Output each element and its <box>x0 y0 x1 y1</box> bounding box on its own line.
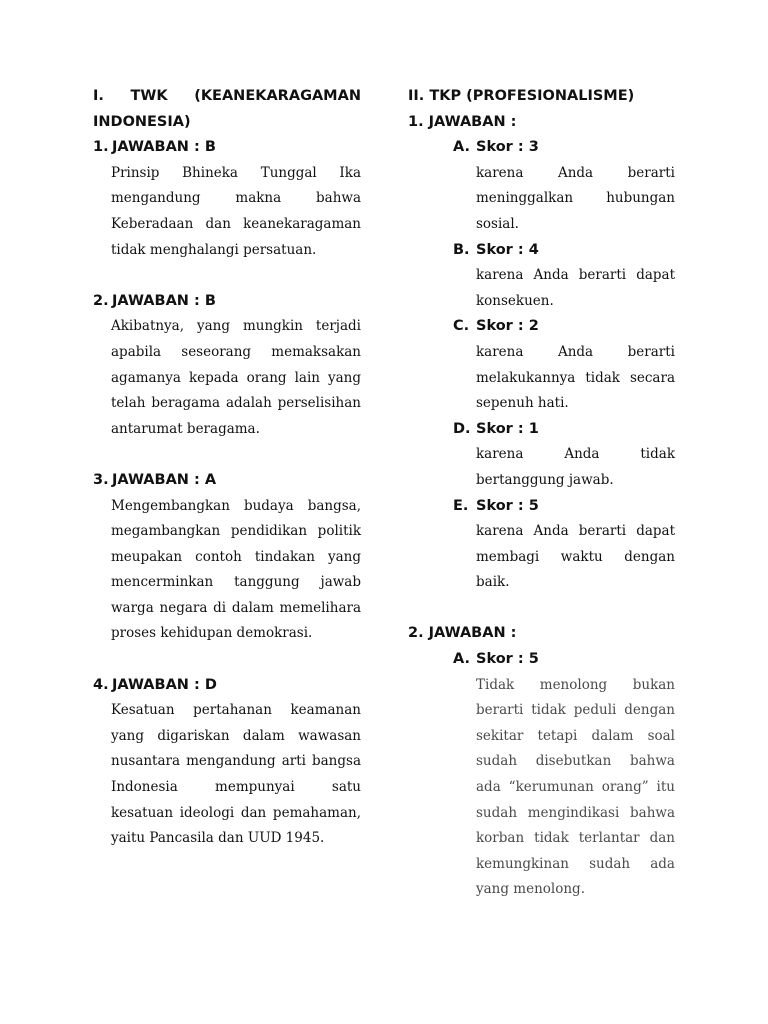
question-4 <box>93 673 361 852</box>
heading-roman: I. <box>93 88 104 104</box>
option-score: Skor : 4 <box>476 241 539 258</box>
answer-text: Kesatuan pertahanan keamanan yang digariskan dalam wawasan nusantara mengandung arti bangsa Indonesia mempunyai satu kesatuan ideologi dan pemahaman, yaitu Pancasila dan UUD 1945. <box>111 702 361 847</box>
question-number: 4. <box>93 676 109 693</box>
question-number: 2. <box>93 292 109 309</box>
answer-label: JAWABAN : B <box>112 292 216 309</box>
heading-word-3: INDONESIA) <box>93 113 191 130</box>
section-heading-twk <box>93 84 361 110</box>
question-number: 3. <box>93 471 109 488</box>
option-a <box>408 135 675 237</box>
question-3 <box>93 468 361 647</box>
option-e <box>408 494 675 596</box>
answer-label: JAWABAN : D <box>112 676 217 693</box>
heading-word-1: TWK <box>130 88 168 104</box>
option-letter: B. <box>453 241 470 258</box>
option-score: Skor : 5 <box>476 651 539 668</box>
option-text: Tidak menolong bukan berarti tidak peduli dengan sekitar tetapi dalam soal sudah disebutkan bahwa ada “kerumunan orang” itu sudah mengindikasi bahwa korban tidak terlantar dan kemungkinan sudah ada yang menolong. <box>476 676 675 898</box>
option-score: Skor : 2 <box>476 318 539 335</box>
question-1-label: 1. JAWABAN : <box>408 113 517 130</box>
option-b <box>408 238 675 315</box>
option-score: Skor : 1 <box>476 420 539 437</box>
question-1 <box>93 135 361 263</box>
answer-text: Prinsip Bhineka Tunggal Ika mengandung makna bahwa Keberadaan dan keanekaragaman tidak menghalangi persatuan. <box>111 164 361 258</box>
option-c <box>408 314 675 416</box>
option-letter: A. <box>453 139 470 156</box>
option-letter: D. <box>453 420 471 437</box>
question-number: 1. <box>93 139 109 156</box>
left-column <box>93 84 361 852</box>
option-score: Skor : 5 <box>476 497 539 514</box>
option-text: karena Anda berarti dapat membagi waktu dengan baik. <box>476 523 675 591</box>
answer-text: Akibatnya, yang mungkin terjadi apabila seseorang memaksakan agamanya kepada orang lain yang telah beragama adalah perselisihan antarumat beragama. <box>111 318 361 437</box>
option-d <box>408 417 675 494</box>
option-score: Skor : 3 <box>476 139 539 156</box>
answer-text: Mengembangkan budaya bangsa, megambangkan pendidikan politik meupakan contoh tindakan yang mencerminkan tanggung jawab warga negara di dalam memelihara proses kehidupan demokrasi. <box>111 497 361 642</box>
option-text: karena Anda tidak bertanggung jawab. <box>476 446 675 488</box>
option-letter: E. <box>453 497 469 514</box>
option-letter: A. <box>453 651 470 668</box>
answer-label: JAWABAN : B <box>112 139 216 156</box>
section-heading-tkp: II. TKP (PROFESIONALISME) <box>408 88 635 104</box>
right-column <box>408 84 675 903</box>
answer-label: JAWABAN : A <box>112 471 217 488</box>
question-2-label: 2. JAWABAN : <box>408 625 517 642</box>
option-text: karena Anda berarti melakukannya tidak secara sepenuh hati. <box>476 343 675 412</box>
option-text: karena Anda berarti meninggalkan hubungan sosial. <box>476 164 675 232</box>
option-letter: C. <box>453 318 470 335</box>
option-text: karena Anda berarti dapat konsekuen. <box>476 267 675 309</box>
q2-option-a <box>408 647 675 903</box>
question-2 <box>93 289 361 443</box>
heading-word-2: (KEANEKARAGAMAN <box>194 88 361 104</box>
